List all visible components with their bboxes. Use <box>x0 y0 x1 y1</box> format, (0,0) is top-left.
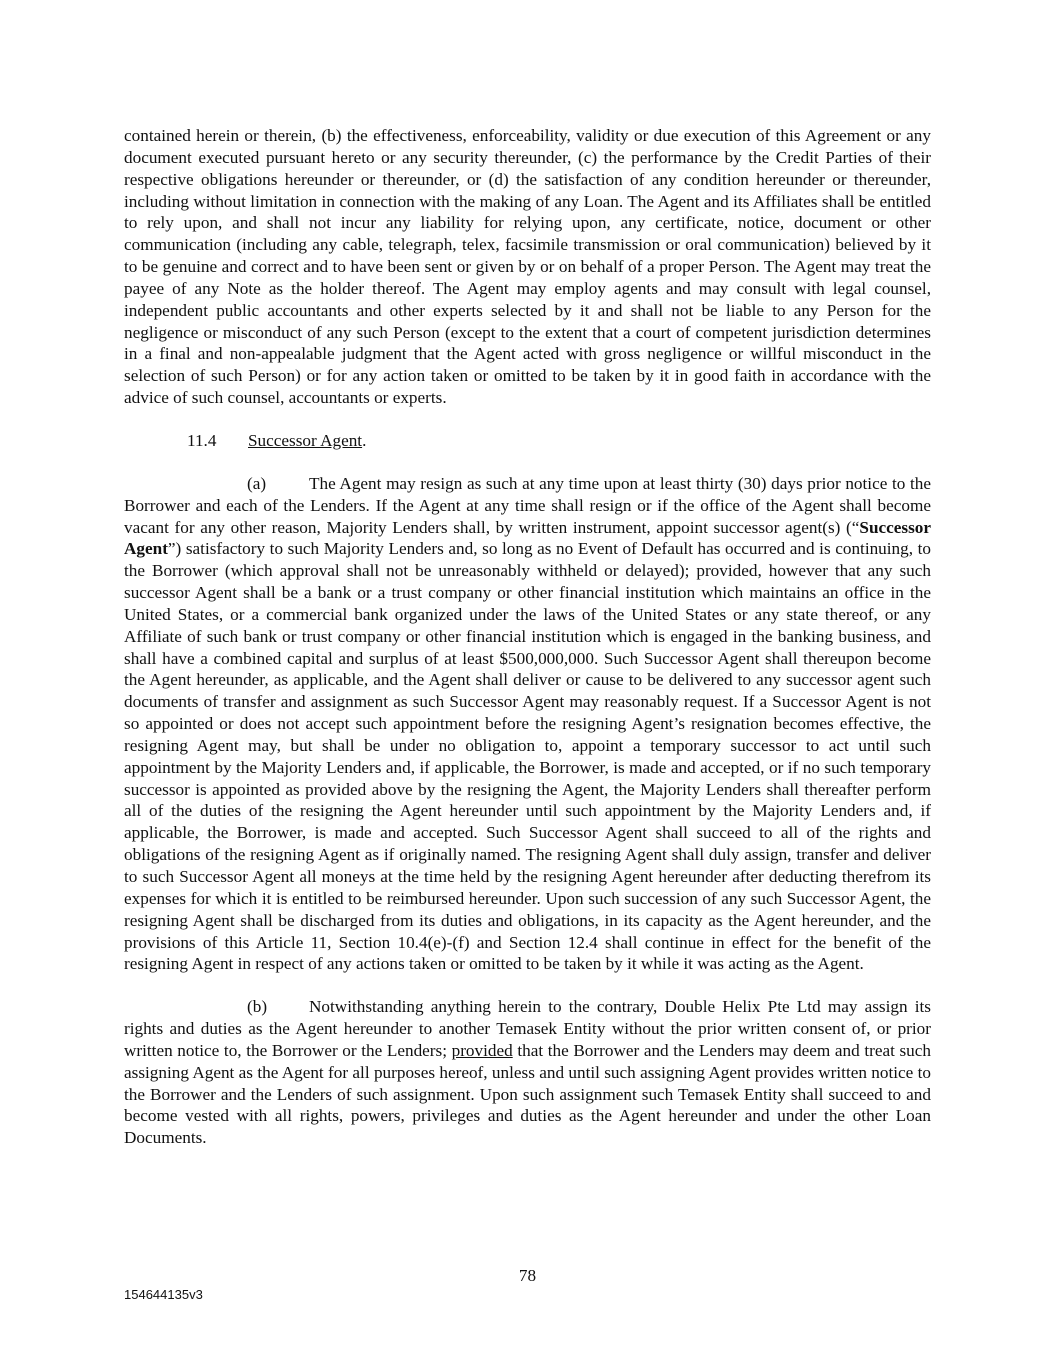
paragraph-b <box>124 996 931 1149</box>
paragraph-a-marker: (a) <box>247 473 267 493</box>
section-title-period: . <box>362 430 367 450</box>
section-number: 11.4 <box>187 430 217 450</box>
paragraph-b-marker: (b) <box>247 997 268 1017</box>
provided-term: provided <box>451 1040 513 1060</box>
paragraph-a-text-2: ”) satisfactory to such Majority Lenders and, so long as no Event of Default has occurred and is continuing, to the Borrower (which approval shall not be unreasonably withheld or delayed); provided, however that any such successor Agent shall be a bank or a trust company or other financial institution which maintains an office in the United States, or a commercial bank organized under the laws of the United States or any state thereof, or any Affiliate of such bank or trust company or other financial institution which is engaged in the banking business, and shall have a combined capital and surplus of at least $500,000,000. Such Successor Agent shall thereupon become the Agent hereunder, as applicable, and the Agent shall deliver or cause to be delivered to any successor agent such documents of transfer and assignment as such Successor Agent may reasonably request. If a Successor Agent is not so appointed or does not accept such appointment before the resigning Agent’s resignation becomes effective, the resigning Agent may, but shall be under no obligation to, appoint a temporary successor to act until such appointment by the Majority Lenders and, if applicable, the Borrower, is made and accepted, or if no such temporary successor is appointed as provided above by the resigning the Agent, the Majority Lenders shall thereafter perform all of the duties of the resigning the Agent hereunder until such appointment by the Majority Lenders and, if applicable, the Borrower, is made and accepted. Such Successor Agent shall succeed to all of the rights and obligations of the resigning Agent as if originally named. The resigning Agent shall duly assign, transfer and deliver to such Successor Agent all moneys at the time held by the resigning Agent hereunder after deducting therefrom its expenses for which it is entitled to be reimbursed hereunder. Upon such succession of any such Successor Agent, the resigning Agent shall be discharged from its duties and obligations, in its capacity as the Agent hereunder, and the provisions of this Article 11, Section 10.4(e)-(f) and Section 12.4 shall continue in effect for the benefit of the resigning Agent in respect of any actions taken or omitted to be taken by it while it was acting as the Agent. <box>124 539 931 974</box>
continuation-paragraph: contained herein or therein, (b) the effectiveness, enforceability, validity or due execution of this Agreement or any document executed pursuant hereto or any security thereunder, (c) the performance by the Credit Parties of their respective obligations hereunder or thereunder, or (d) the satisfaction of any condition hereunder or thereunder, including without limitation in connection with the making of any Loan. The Agent and its Affiliates shall be entitled to rely upon, and shall not incur any liability for relying upon, any certificate, notice, document or other communication (including any cable, telegraph, telex, facsimile transmission or oral communication) believed by it to be genuine and correct and to have been sent or given by or on behalf of a proper Person. The Agent may treat the payee of any Note as the holder thereof. The Agent may employ agents and may consult with legal counsel, independent public accountants and other experts selected by it and shall not be liable to any Person for the negligence or misconduct of any such Person (except to the extent that a court of competent jurisdiction determines in a final and non-appealable judgment that the Agent acted with gross negligence or willful misconduct in the selection of such Person) or for any action taken or omitted to be taken by it in good faith in accordance with the advice of such counsel, accountants or experts. <box>124 126 931 408</box>
document-body <box>124 125 931 1149</box>
paragraph-b-text-2: that the Borrower and the Lenders may deem and treat such assigning Agent as the Agent for all purposes hereof, unless and until such assigning Agent provides written notice to the Borrower and the Lenders of such assignment. Upon such assignment such Temasek Entity shall succeed to and become vested with all rights, powers, privileges and duties as the Agent hereunder and under the other Loan Documents. <box>124 1040 931 1148</box>
section-heading <box>124 430 931 452</box>
defined-term-successor-agent: Successor Agent <box>124 517 931 559</box>
paragraph-a-text-1: The Agent may resign as such at any time upon at least thirty (30) days prior notice to the Borrower and each of the Lenders. If the Agent at any time shall resign or if the office of the Agent shall become vacant for any other reason, Majority Lenders shall, by written instrument, appoint successor agent(s) (“ <box>124 473 931 537</box>
document-id: 154644135v3 <box>124 1287 203 1302</box>
page-number: 78 <box>518 1266 537 1285</box>
section-title: Successor Agent <box>248 430 363 450</box>
paragraph-b-text-1: Notwithstanding anything herein to the contrary, Double Helix Pte Ltd may assign its rights and duties as the Agent hereunder to another Temasek Entity without the prior written consent of, or prior written notice to, the Borrower or the Lenders; <box>124 997 931 1060</box>
paragraph-a <box>124 473 931 975</box>
